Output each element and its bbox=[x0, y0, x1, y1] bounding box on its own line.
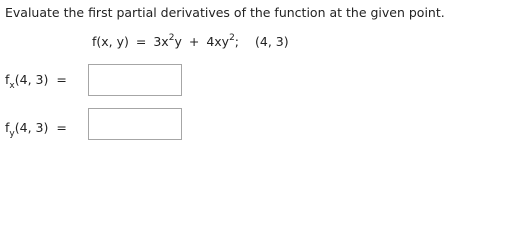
fx-equals: = bbox=[56, 72, 67, 87]
fy-label bbox=[5, 120, 67, 139]
function-lhs: f(x, y) bbox=[92, 34, 129, 49]
fy-answer-input[interactable] bbox=[88, 108, 182, 140]
term1-base: 3x bbox=[153, 34, 169, 49]
fy-subscript: y bbox=[9, 129, 15, 139]
given-point: (4, 3) bbox=[255, 34, 289, 49]
fx-answer-input[interactable] bbox=[88, 64, 182, 96]
formula-terminator: ; bbox=[234, 34, 240, 49]
term1-exponent: 2 bbox=[168, 33, 175, 43]
term1-variable: y bbox=[174, 34, 182, 49]
function-definition bbox=[92, 34, 289, 49]
term2-exponent: 2 bbox=[229, 33, 235, 43]
problem-instruction: Evaluate the first partial derivatives of the function at the given point. bbox=[5, 5, 445, 20]
fx-func: f bbox=[5, 72, 10, 87]
fx-subscript: x bbox=[9, 81, 15, 91]
fx-args: (4, 3) bbox=[14, 72, 49, 87]
fy-equals: = bbox=[56, 120, 67, 135]
term2-base: 4xy bbox=[206, 34, 230, 49]
fy-func: f bbox=[5, 120, 10, 135]
fx-label bbox=[5, 72, 67, 91]
fy-args: (4, 3) bbox=[14, 120, 49, 135]
equals-sign: = bbox=[135, 34, 147, 49]
plus-sign: + bbox=[188, 34, 200, 49]
